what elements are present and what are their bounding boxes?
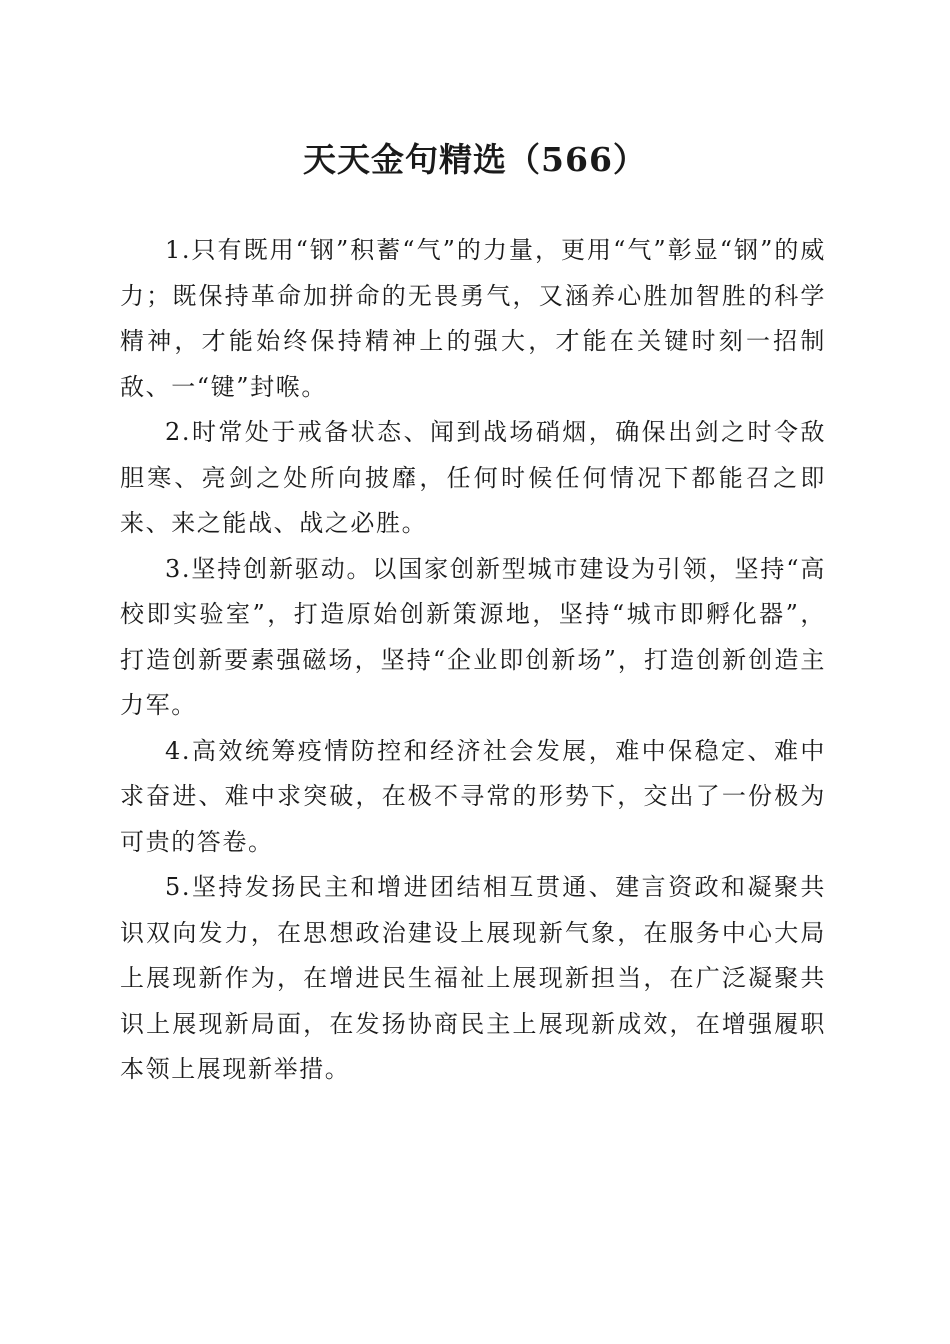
paragraph-4: 4.高效统筹疫情防控和经济社会发展，难中保稳定、难中求奋进、难中求突破，在极不寻常的形势下，交出了一份极为可贵的答卷。 <box>120 736 826 856</box>
paragraph-3: 3.坚持创新驱动。以国家创新型城市建设为引领，坚持“高校即实验室”，打造原始创新策源地，坚持“城市即孵化器”，打造创新要素强磁场，坚持“企业即创新场”，打造创新创造主力军。 <box>120 554 826 719</box>
paragraph-5: 5.坚持发扬民主和增进团结相互贯通、建言资政和凝聚共识双向发力，在思想政治建设上展现新气象，在服务中心大局上展现新作为，在增进民生福祉上展现新担当，在广泛凝聚共识上展现新局面，在发扬协商民主上展现新成效，在增强履职本领上展现新举措。 <box>120 873 826 1083</box>
paragraph-1: 1.只有既用“钢”积蓄“气”的力量，更用“气”彰显“钢”的威力；既保持革命加拼命的无畏勇气，又涵养心胜加智胜的科学精神，才能始终保持精神上的强大，才能在关键时刻一招制敌、一“键”封喉。 <box>120 236 826 401</box>
paragraph-2: 2.时常处于戒备状态、闻到战场硝烟，确保出剑之时令敌胆寒、亮剑之处所向披靡，任何时候任何情况下都能召之即来、来之能战、战之必胜。 <box>120 418 826 537</box>
document-body <box>120 228 826 1093</box>
document-title: 天天金句精选（566） <box>303 140 647 179</box>
